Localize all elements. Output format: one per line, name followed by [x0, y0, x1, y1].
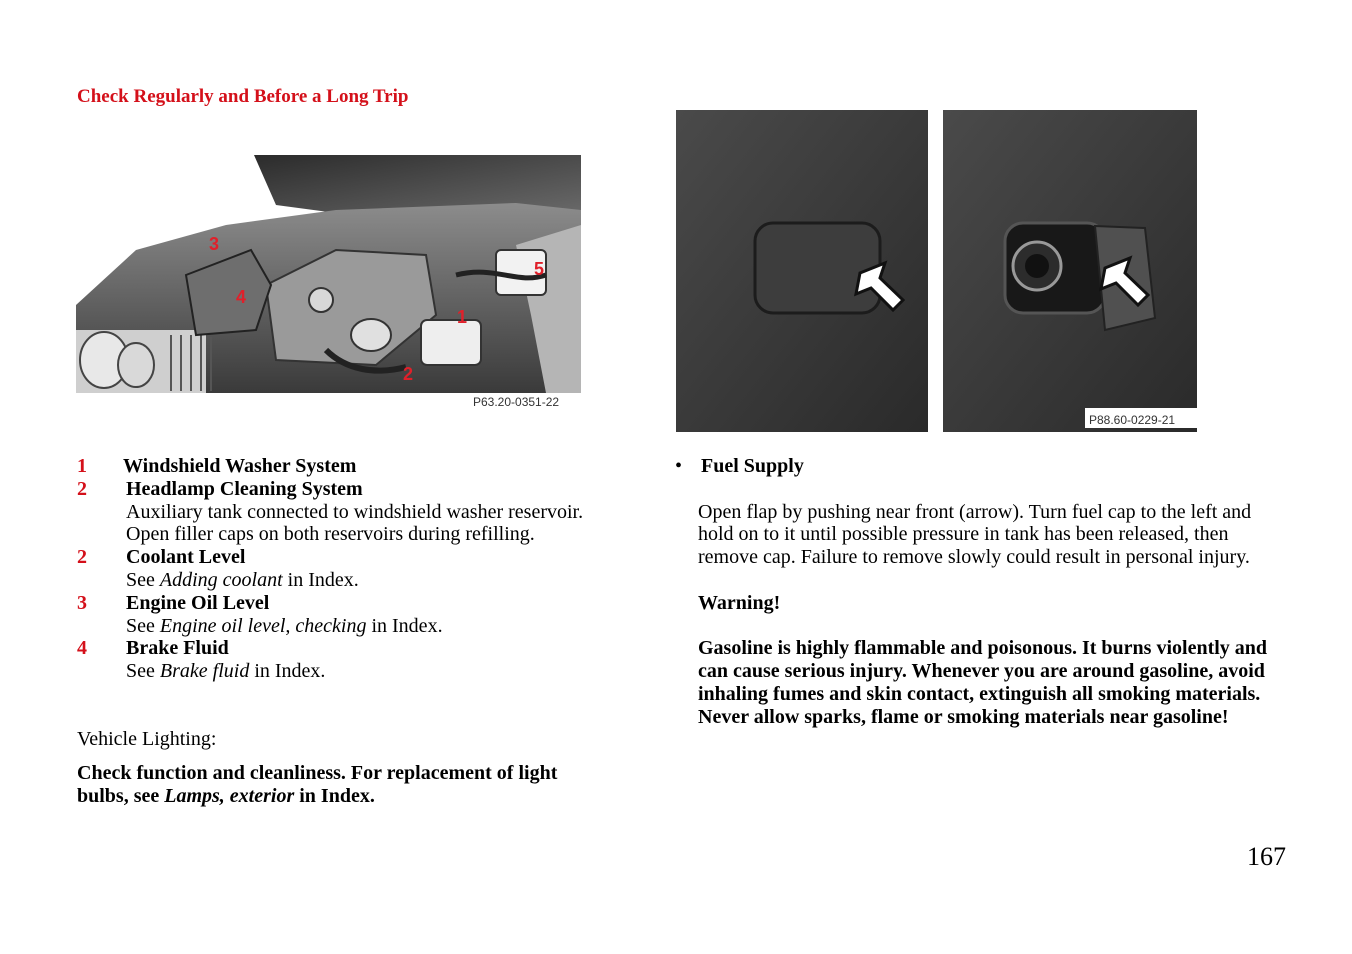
fuel-supply-section — [675, 455, 1275, 729]
item-description: See Adding coolant in Index. — [126, 568, 359, 591]
engine-callout-4: 4 — [236, 287, 247, 307]
page-heading: Check Regularly and Before a Long Trip — [77, 86, 409, 107]
item-number: 4 — [77, 637, 87, 660]
fuel-figure-code: P88.60-0229-21 — [1089, 413, 1176, 427]
fuel-flap-photos — [675, 108, 1199, 434]
item-description: See Brake fluid in Index. — [126, 660, 326, 683]
engine-callout-2: 2 — [403, 364, 414, 384]
page-number: 167 — [1247, 842, 1286, 871]
item-title: Headlamp Cleaning System — [126, 477, 363, 500]
maintenance-item-list — [77, 455, 617, 683]
item-title: Windshield Washer System — [123, 455, 357, 477]
item-description: See Engine oil level, checking in Index. — [126, 614, 443, 637]
item-title: Brake Fluid — [126, 637, 229, 660]
engine-compartment-photo — [76, 155, 581, 409]
bullet: • — [675, 455, 683, 477]
item-number: 3 — [77, 591, 87, 614]
engine-callout-5: 5 — [534, 259, 545, 279]
fuel-supply-title: Fuel Supply — [701, 455, 804, 477]
item-number: 2 — [77, 477, 87, 500]
lighting-check-note: Check function and cleanliness. For replacement of light bulbs, see Lamps, exterior in Index. — [77, 762, 558, 807]
list-item — [77, 592, 617, 638]
warning-body: Gasoline is highly flammable and poisonous. It burns violently and can cause serious injury. Whenever you are around gasoline, avoid inhaling fumes and skin contact, extinguish all smoking materials. Never allow sparks, flame or smoking materials near gasoline! — [698, 637, 1268, 728]
fuel-supply-body: Open flap by pushing near front (arrow). Turn fuel cap to the left and hold on to it until possible pressure in tank has been released, then remove cap. Failure to remove slowly could result in personal injury. — [698, 500, 1252, 569]
item-title: Coolant Level — [126, 546, 246, 569]
item-number: 1 — [77, 455, 87, 477]
engine-callout-1: 1 — [457, 307, 468, 327]
list-item — [77, 546, 617, 592]
item-number: 2 — [77, 546, 87, 569]
list-item — [77, 478, 617, 546]
vehicle-lighting-label: Vehicle Lighting: — [77, 728, 217, 750]
item-title: Engine Oil Level — [126, 591, 270, 614]
list-item — [77, 455, 617, 478]
engine-figure-code: P63.20-0351-22 — [473, 395, 560, 409]
warning-title: Warning! — [698, 591, 781, 614]
engine-callout-3: 3 — [209, 234, 220, 254]
list-item — [77, 637, 617, 683]
item-description: Auxiliary tank connected to windshield washer reservoir. Open filler caps on both reservoirs during refilling. — [126, 500, 584, 546]
